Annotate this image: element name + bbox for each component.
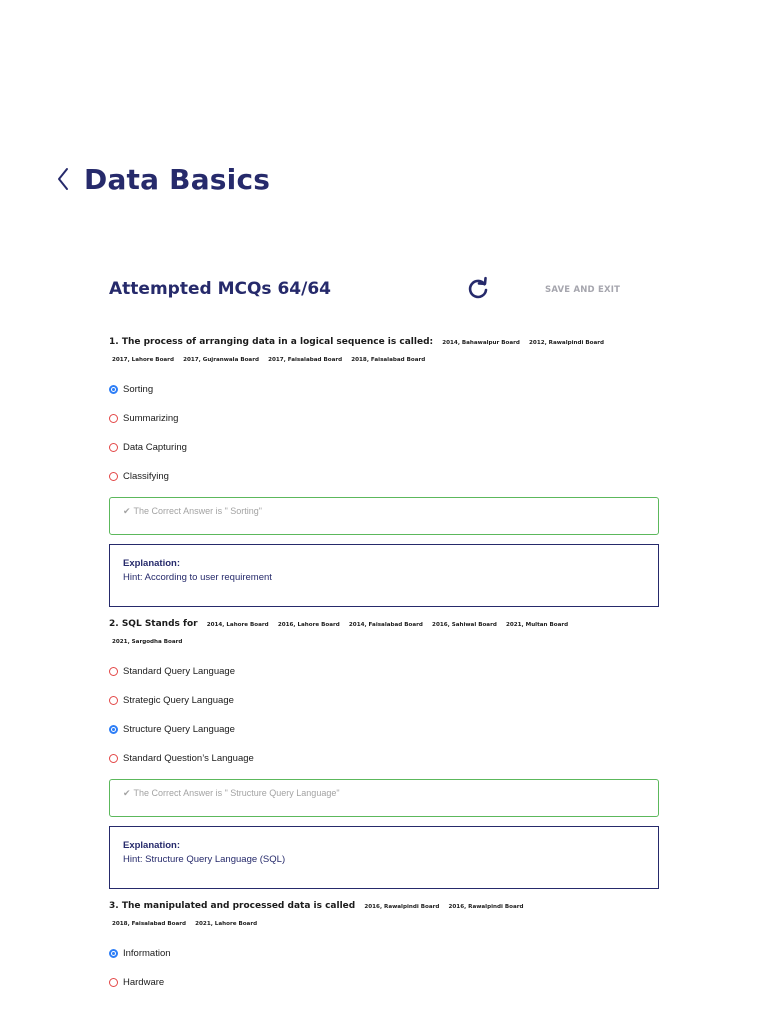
- quiz-header: [109, 275, 659, 309]
- question-line: [109, 616, 659, 633]
- radio-unselected-icon[interactable]: [109, 978, 118, 987]
- option-summarizing[interactable]: [109, 404, 659, 433]
- options-list: [109, 939, 659, 997]
- correct-answer-box: [109, 497, 659, 535]
- question-number: 2.: [109, 619, 119, 629]
- explanation-hint: Hint: Structure Query Language (SQL): [123, 854, 286, 865]
- radio-selected-icon[interactable]: [109, 949, 118, 958]
- option-label: Summarizing: [123, 413, 179, 424]
- options-list: [109, 375, 659, 491]
- board-tag: 2021, Multan Board: [505, 622, 569, 628]
- radio-unselected-icon[interactable]: [109, 443, 118, 452]
- back-button[interactable]: [56, 160, 78, 198]
- question-1: [109, 334, 659, 607]
- board-tag: 2018, Faisalabad Board: [112, 921, 186, 927]
- page-header: [56, 160, 270, 198]
- attempted-count: Attempted MCQs 64/64: [109, 279, 331, 299]
- page-title: Data Basics: [84, 162, 271, 196]
- check-icon: ✔: [123, 788, 131, 798]
- check-icon: ✔: [123, 506, 131, 516]
- explanation-box: [109, 826, 659, 889]
- option-hardware[interactable]: [109, 968, 659, 997]
- explanation-hint: Hint: According to user requirement: [123, 572, 272, 583]
- option-standard-questions-language[interactable]: [109, 744, 659, 773]
- option-label: Sorting: [123, 384, 154, 395]
- option-strategic-query-language[interactable]: [109, 686, 659, 715]
- radio-unselected-icon[interactable]: [109, 667, 118, 676]
- correct-answer-text: The Correct Answer is " Structure Query Language": [133, 788, 340, 798]
- option-classifying[interactable]: [109, 462, 659, 491]
- option-standard-query-language[interactable]: [109, 657, 659, 686]
- board-tag: 2021, Sargodha Board: [112, 639, 183, 645]
- radio-unselected-icon[interactable]: [109, 472, 118, 481]
- chevron-left-icon: [56, 167, 70, 191]
- board-tag: 2016, Lahore Board: [277, 622, 340, 628]
- board-tag: 2016, Sahiwal Board: [432, 622, 497, 628]
- option-label: Hardware: [123, 977, 165, 988]
- board-tag: 2017, Faisalabad Board: [268, 357, 343, 363]
- board-tags-line: [112, 351, 659, 368]
- board-tag: 2014, Faisalabad Board: [348, 622, 423, 628]
- question-text: SQL Stands for: [121, 619, 198, 629]
- correct-answer-text: The Correct Answer is " Sorting": [133, 506, 262, 516]
- explanation-title: Explanation:: [123, 840, 181, 851]
- option-label: Strategic Query Language: [123, 695, 234, 706]
- question-text: The manipulated and processed data is called: [121, 901, 356, 911]
- option-structure-query-language[interactable]: [109, 715, 659, 744]
- radio-unselected-icon[interactable]: [109, 696, 118, 705]
- correct-answer-box: [109, 779, 659, 817]
- board-tags-line: [112, 915, 659, 932]
- board-tag: 2012, Rawalpindi Board: [529, 340, 605, 346]
- question-line: [109, 898, 659, 915]
- question-3: [109, 898, 659, 997]
- option-label: Data Capturing: [123, 442, 187, 453]
- board-tag: 2017, Gujranwala Board: [183, 357, 259, 363]
- option-sorting[interactable]: [109, 375, 659, 404]
- radio-unselected-icon[interactable]: [109, 754, 118, 763]
- option-label: Structure Query Language: [123, 724, 235, 735]
- board-tag: 2018, Faisalabad Board: [351, 357, 426, 363]
- quiz-panel: [109, 275, 659, 997]
- board-tag: 2014, Bahawalpur Board: [442, 340, 520, 346]
- option-label: Classifying: [123, 471, 169, 482]
- radio-selected-icon[interactable]: [109, 385, 118, 394]
- radio-selected-icon[interactable]: [109, 725, 118, 734]
- question-number: 1.: [109, 337, 119, 347]
- options-list: [109, 657, 659, 773]
- option-data-capturing[interactable]: [109, 433, 659, 462]
- option-information[interactable]: [109, 939, 659, 968]
- board-tags-line: [112, 633, 659, 650]
- question-number: 3.: [109, 901, 119, 911]
- save-and-exit-button[interactable]: SAVE AND EXIT: [545, 285, 621, 295]
- board-tag: 2014, Lahore Board: [206, 622, 269, 628]
- explanation-title: Explanation:: [123, 558, 181, 569]
- question-2: [109, 616, 659, 889]
- radio-unselected-icon[interactable]: [109, 414, 118, 423]
- option-label: Standard Question’s Language: [123, 753, 254, 764]
- explanation-box: [109, 544, 659, 607]
- reload-icon: [465, 276, 491, 302]
- board-tag: 2021, Lahore Board: [195, 921, 258, 927]
- board-tag: 2016, Rawalpindi Board: [448, 904, 524, 910]
- board-tag: 2016, Rawalpindi Board: [364, 904, 440, 910]
- question-text: The process of arranging data in a logical sequence is called:: [121, 337, 434, 347]
- option-label: Standard Query Language: [123, 666, 235, 677]
- option-label: Information: [123, 948, 171, 959]
- board-tag: 2017, Lahore Board: [112, 357, 174, 363]
- reload-button[interactable]: [465, 276, 491, 302]
- question-line: [109, 334, 659, 351]
